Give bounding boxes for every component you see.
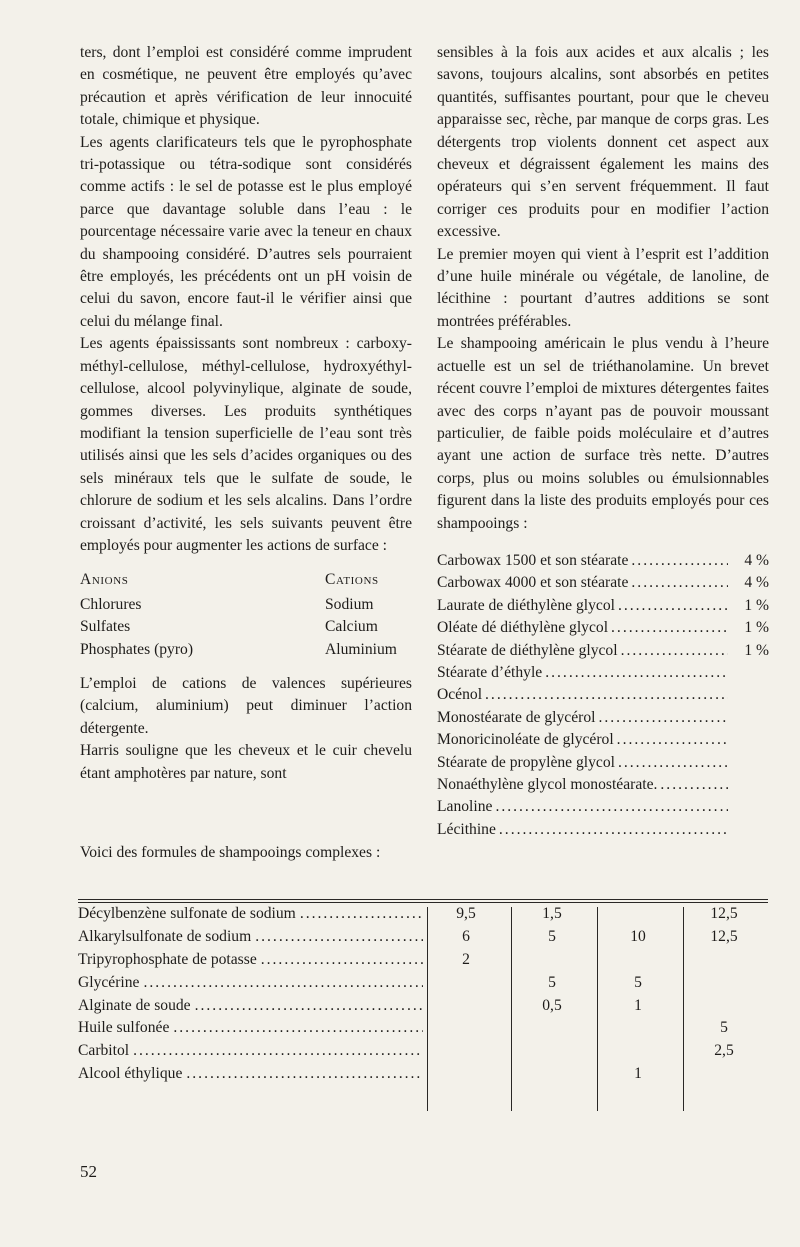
table-cell: 5 — [548, 928, 556, 946]
page-number: 52 — [80, 1162, 97, 1181]
paragraph: Le premier moyen qui vient à l’esprit est l’addition d’une huile minérale ou végétale, de lanoline, de lécithine : pourtant d’autres additions se sont montrées préférables. — [437, 245, 769, 330]
dot-leader — [598, 707, 728, 729]
column-divider — [597, 907, 598, 1111]
dot-leader — [173, 1019, 423, 1037]
ingredient-name: Alginate de soude — [78, 996, 191, 1014]
dot-leader — [618, 595, 728, 617]
dot-leader — [195, 997, 423, 1015]
list-item — [437, 572, 769, 594]
dot-leader — [186, 1065, 423, 1083]
list-item-name: Stéarate de propylène glycol — [437, 753, 615, 771]
ingredient-name: Huile sulfonée — [78, 1019, 170, 1037]
list-item — [437, 662, 769, 684]
ingredient-name: Carbitol — [78, 1042, 130, 1060]
list-item-name: Lécithine — [437, 820, 496, 838]
list-item-name: Stéarate d’éthyle — [437, 663, 543, 681]
list-item-name: Monostéarate de glycérol — [437, 708, 596, 726]
list-item-percent: 1 % — [744, 619, 769, 637]
paragraph: ters, dont l’emploi est considéré comme imprudent en cosmétique, ne peuvent être employés qu’avec précaution et après vérification de leur innocuité totale, chimique et physique. — [80, 44, 412, 129]
anion-cell: Chlorures — [80, 595, 142, 613]
table-row — [78, 903, 768, 926]
dot-leader — [611, 617, 728, 639]
table-cell: 2,5 — [714, 1042, 734, 1060]
column-divider — [427, 907, 428, 1111]
cation-cell: Sodium — [325, 595, 374, 613]
ingredient-name: Alcool éthylique — [78, 1064, 183, 1082]
table-cell: 0,5 — [542, 996, 562, 1014]
cation-cell: Aluminium — [325, 640, 397, 658]
paragraph: L’emploi de cations de valences supérieures (calcium, aluminium) peut diminuer l’action détergente. — [80, 674, 412, 737]
list-item-name: Carbowax 4000 et son stéarate — [437, 574, 629, 592]
cations-header: Cations — [325, 571, 379, 589]
paragraph: Harris souligne que les cheveux et le cuir chevelu étant amphotères par nature, sont — [80, 742, 412, 782]
list-item-name: Carbowax 1500 et son stéarate — [437, 551, 629, 569]
dot-leader — [499, 819, 728, 841]
ingredient-name: Tripyrophosphate de potasse — [78, 950, 257, 968]
dot-leader — [621, 640, 728, 662]
column-divider — [511, 907, 512, 1111]
paragraph: sensibles à la fois aux acides et aux alcalis ; les savons, toujours alcalins, sont absorbés en petites quantités, suffisantes pourtant, pour que le cheveu apparaisse sec, rèche, par manque de corps gras. Les détergents trop violents donnent cet aspect aux cheveux et dégraissent également les mains des opérateurs qui s’en servent fréquemment. Il faut corriger ces produits pour en modifier l’action excessive. — [437, 44, 769, 241]
list-item — [437, 684, 769, 706]
list-item — [437, 796, 769, 818]
list-item-name: Monoricinoléate de glycérol — [437, 731, 614, 749]
dot-leader — [485, 684, 728, 706]
product-list — [437, 550, 769, 841]
list-item-percent: 4 % — [744, 574, 769, 592]
list-item — [437, 617, 769, 639]
column-divider — [683, 907, 684, 1111]
formula-table — [78, 899, 768, 1085]
list-item-percent: 1 % — [744, 596, 769, 614]
anions-header: Anions — [80, 571, 129, 589]
list-item — [437, 707, 769, 729]
dot-leader — [300, 905, 423, 923]
list-item-name: Oléate dé diéthylène glycol — [437, 619, 609, 637]
table-cell: 12,5 — [710, 928, 738, 946]
table-row — [78, 949, 768, 972]
table-cell: 5 — [548, 973, 556, 991]
table-row — [78, 926, 768, 949]
ions-table — [80, 569, 412, 661]
table-row — [78, 971, 768, 994]
dot-leader — [631, 572, 728, 594]
ingredient-name: Alkarylsulfonate de sodium — [78, 928, 252, 946]
list-item — [437, 595, 769, 617]
dot-leader — [143, 974, 423, 992]
table-cell: 1,5 — [542, 905, 562, 923]
list-item — [437, 774, 769, 796]
table-cell: 1 — [634, 996, 642, 1014]
table-cell: 12,5 — [710, 905, 738, 923]
dot-leader — [545, 662, 728, 684]
table-row — [78, 1040, 768, 1063]
table-cell: 1 — [634, 1064, 642, 1082]
list-item — [437, 640, 769, 662]
list-item — [437, 729, 769, 751]
dot-leader — [618, 752, 728, 774]
paragraph: Les agents clarificateurs tels que le pyrophosphate tri-potassique ou tétra-sodique sont considérés comme actifs : le sel de potasse est le plus employé parce que davantage soluble dans l’eau : le pourcentage nécessaire varie avec la teneur en chaux du shampooing considéré. D’autres sels pourraient être employés, les précédents ont un pH voisin de celui du savon, encore faut-il le vérifier ainsi que celui du mélange final. — [80, 133, 412, 330]
dot-leader — [255, 928, 423, 946]
ingredient-name: Glycérine — [78, 973, 140, 991]
table-cell: 2 — [462, 950, 470, 968]
list-item-percent: 1 % — [744, 641, 769, 659]
ions-row — [80, 639, 412, 661]
table-cell: 9,5 — [456, 905, 476, 923]
formulas-intro: Voici des formules de shampooings complexes : — [80, 844, 381, 861]
table-cell: 10 — [630, 928, 646, 946]
ingredient-name: Décylbenzène sulfonate de sodium — [78, 905, 296, 923]
dot-leader — [617, 729, 728, 751]
anion-cell: Phosphates (pyro) — [80, 640, 194, 658]
table-cell: 6 — [462, 928, 470, 946]
dot-leader — [495, 796, 728, 818]
table-cell: 5 — [634, 973, 642, 991]
ions-row — [80, 616, 412, 638]
paragraph: Les agents épaississants sont nombreux : carboxy-méthyl-cellulose, méthyl-cellulose, hydroxyéthyl-cellulose, alcool polyvinylique, alginate de soude, gommes diverses. Les produits synthétiques modifiant la tension superficielle de l’eau sont très utilisés ainsi que les sels d’acides organiques ou des sels minéraux tels que le sulfate de soude, le chlorure de sodium et les sels alcalins. Dans l’ordre croissant d’activité, les sels suivants peuvent être employés pour augmenter les actions de surface : — [80, 335, 412, 554]
list-item — [437, 550, 769, 572]
table-row — [78, 1063, 768, 1086]
dot-leader — [631, 550, 728, 572]
anion-cell: Sulfates — [80, 618, 131, 636]
list-item — [437, 819, 769, 841]
dot-leader — [660, 774, 728, 796]
list-item — [437, 752, 769, 774]
list-item-name: Océnol — [437, 686, 483, 704]
cation-cell: Calcium — [325, 618, 378, 636]
dot-leader — [133, 1042, 423, 1060]
paragraph: Le shampooing américain le plus vendu à l’heure actuelle est un sel de triéthanolamine. Un brevet récent couvre l’emploi de mixtures détergentes faites avec des corps n’ayant pas de pouvoir moussant particulier, de faible poids moléculaire et d’autres ayant une action de surface très nette. D’autres corps, plus ou moins solubles ou émulsionnables figurent dans la liste des produits employés pour ces shampooings : — [437, 335, 769, 532]
list-item-name: Laurate de diéthylène glycol — [437, 596, 615, 614]
table-cell: 5 — [720, 1019, 728, 1037]
list-item-percent: 4 % — [744, 551, 769, 569]
dot-leader — [261, 951, 423, 969]
table-row — [78, 1017, 768, 1040]
right-column — [437, 42, 769, 841]
list-item-name: Nonaéthylène glycol monostéarate. — [437, 776, 658, 793]
left-column — [80, 42, 412, 785]
list-item-name: Stéarate de diéthylène glycol — [437, 641, 618, 659]
table-row — [78, 994, 768, 1017]
list-item-name: Lanoline — [437, 798, 493, 816]
ions-row — [80, 594, 412, 616]
